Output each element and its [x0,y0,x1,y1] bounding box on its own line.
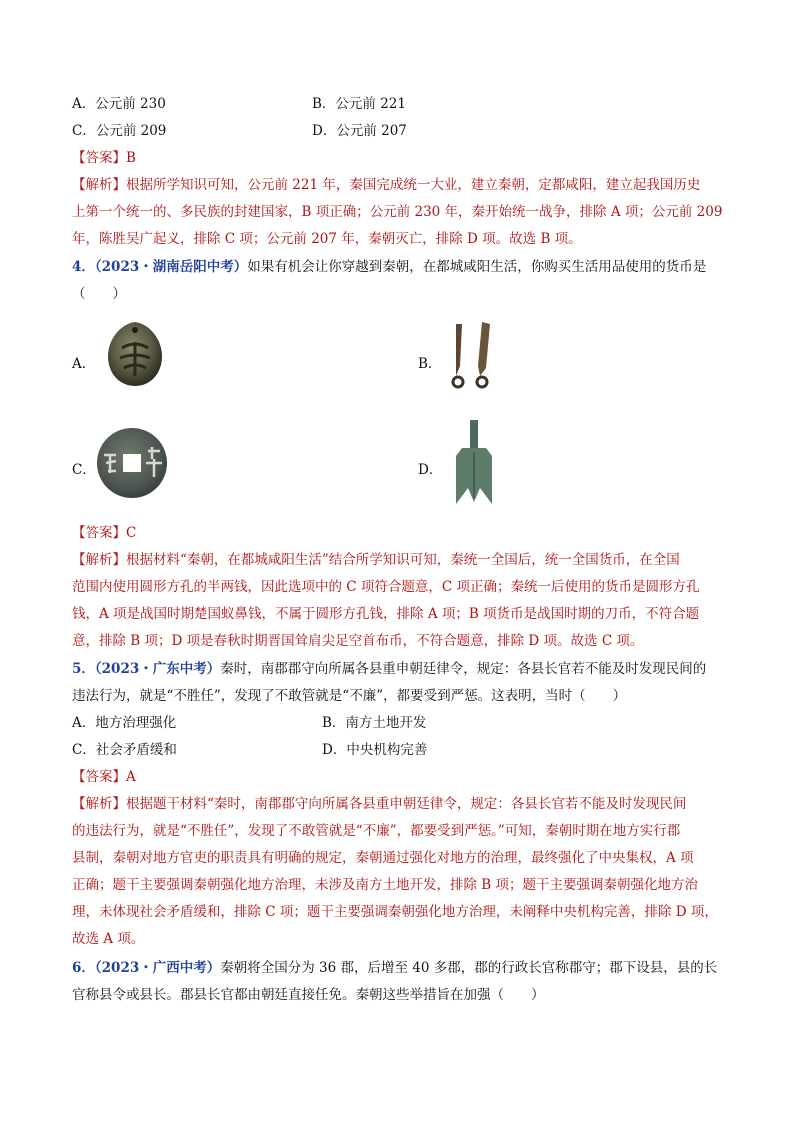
q5-analysis-line-4: 正确；题干主要强调秦朝强化地方治理，未涉及南方土地开发，排除 B 项；题干主要强调秦朝强化地方治 [72,877,699,893]
ant-nose-coin-icon [102,318,168,390]
q5-analysis-line-5: 理，未体现社会矛盾缓和，排除 C 项；题干主要强调秦朝强化地方治理，未阐释中央机构完善，排除 D 项， [72,904,718,920]
q5-option-b: B．南方土地开发 [322,715,427,731]
answer-tag: 【答案】 [72,150,126,166]
q4-analysis-line-3: 钱，A 项是战国时期楚国蚁鼻钱，不属于圆形方孔钱，排除 A 项；B 项货币是战国时期的刀币，不符合题 [72,606,700,622]
answer-tag: 【答案】 [72,769,126,785]
q4-option-b-label: B． [418,356,442,372]
answer-value: A [126,769,136,785]
q5-stem-line-2: 违法行为，就是“不胜任”，发现了不敢管就是“不廉”，都要受到严惩。这表明，当时（ ） [72,688,627,704]
q5-analysis-line-6: 故选 A 项。 [72,931,145,947]
q6-source: （2023・广西中考） [94,960,221,976]
q4-analysis-line-4: 意，排除 B 项；D 项是春秋时期晋国耸肩尖足空首布币，不符合题意，排除 D 项。故选 C 项。 [72,633,644,649]
q5-analysis-line-2: 的违法行为，就是“不胜任”，发现了不敢管就是“不廉”，都要受到严惩。”可知，秦朝时期在地方实行郡 [72,823,681,839]
analysis-tag: 【解析】 [72,796,126,812]
q5-option-c: C．社会矛盾缓和 [72,742,177,758]
q4-number: 4． [72,259,95,275]
analysis-text: 根据所学知识可知，公元前 221 年，秦国完成统一大业，建立秦朝，定都咸阳，建立起我国历史 [126,177,701,193]
answer-value: B [126,150,136,166]
q5-stem: 秦时，南郡郡守向所属各县重申朝廷律令，规定：各县长官若不能及时发现民间的 [220,661,707,677]
q6-stem: 秦朝将全国分为 36 郡，后增至 40 多郡，郡的行政长官称郡守；郡下设县，县的长 [220,960,718,976]
q4-analysis-line-1 [72,550,680,570]
analysis-text: 根据题干材料“秦时，南郡郡守向所属各县重申朝廷律令，规定：各县长官若不能及时发现民间 [126,796,687,812]
q4-stem-line-1 [72,257,706,277]
analysis-tag: 【解析】 [72,177,126,193]
q3-option-c: C．公元前 209 [72,123,167,139]
q6-stem-line-1 [72,958,717,978]
q3-analysis-line-2: 上第一个统一的、多民族的封建国家，B 项正确；公元前 230 年，秦开始统一战争，排除 A 项；公元前 209 [72,204,723,220]
q4-option-c-label: C． [72,462,96,478]
q3-option-d: D．公元前 207 [312,123,407,139]
answer-tag: 【答案】 [72,525,126,541]
q3-option-a: A．公元前 230 [72,96,166,112]
q4-source: （2023・湖南岳阳中考） [94,259,248,275]
q4-answer [72,523,136,543]
q3-answer [72,148,136,168]
q5-number: 5． [72,661,95,677]
q5-analysis-line-3: 县制，秦朝对地方官吏的职责具有明确的规定，秦朝通过强化对地方的治理，最终强化了中央集权，A 项 [72,850,694,866]
q3-analysis-line-1 [72,175,700,195]
answer-value: C [126,525,137,541]
q4-option-d-label: D． [418,462,443,478]
q5-option-a: A．地方治理强化 [72,715,177,731]
round-square-hole-coin-icon [94,425,170,501]
q5-analysis-line-1 [72,794,686,814]
q5-source: （2023・广东中考） [94,661,221,677]
analysis-text: 根据材料“秦朝，在都城咸阳生活”结合所学知识可知，秦统一全国后，统一全国货币，在全国 [126,552,680,568]
q3-option-b: B．公元前 221 [312,96,406,112]
q4-option-a-label: A． [72,356,96,372]
q3-analysis-line-3: 年，陈胜吴广起义，排除 C 项；公元前 207 年，秦朝灭亡，排除 D 项。故选 B 项。 [72,231,582,247]
q4-stem: 如果有机会让你穿越到秦朝，在都城咸阳生活，你购买生活用品使用的货币是 [247,259,707,275]
q5-option-d: D．中央机构完善 [322,742,428,758]
q5-stem-line-1 [72,659,706,679]
analysis-tag: 【解析】 [72,552,126,568]
q4-analysis-line-2: 范围内使用圆形方孔的半两钱，因此选项中的 C 项符合题意，C 项正确；秦统一后使用的货币是圆形方孔 [72,579,700,595]
q6-number: 6． [72,960,95,976]
knife-coin-icon [446,320,500,392]
q5-answer [72,767,136,787]
q6-stem-line-2: 官称县令或县长。郡县长官都由朝廷直接任免。秦朝这些举措旨在加强（ ） [72,987,545,1003]
q4-blank: （ ） [72,286,126,302]
spade-coin-icon [446,418,502,510]
